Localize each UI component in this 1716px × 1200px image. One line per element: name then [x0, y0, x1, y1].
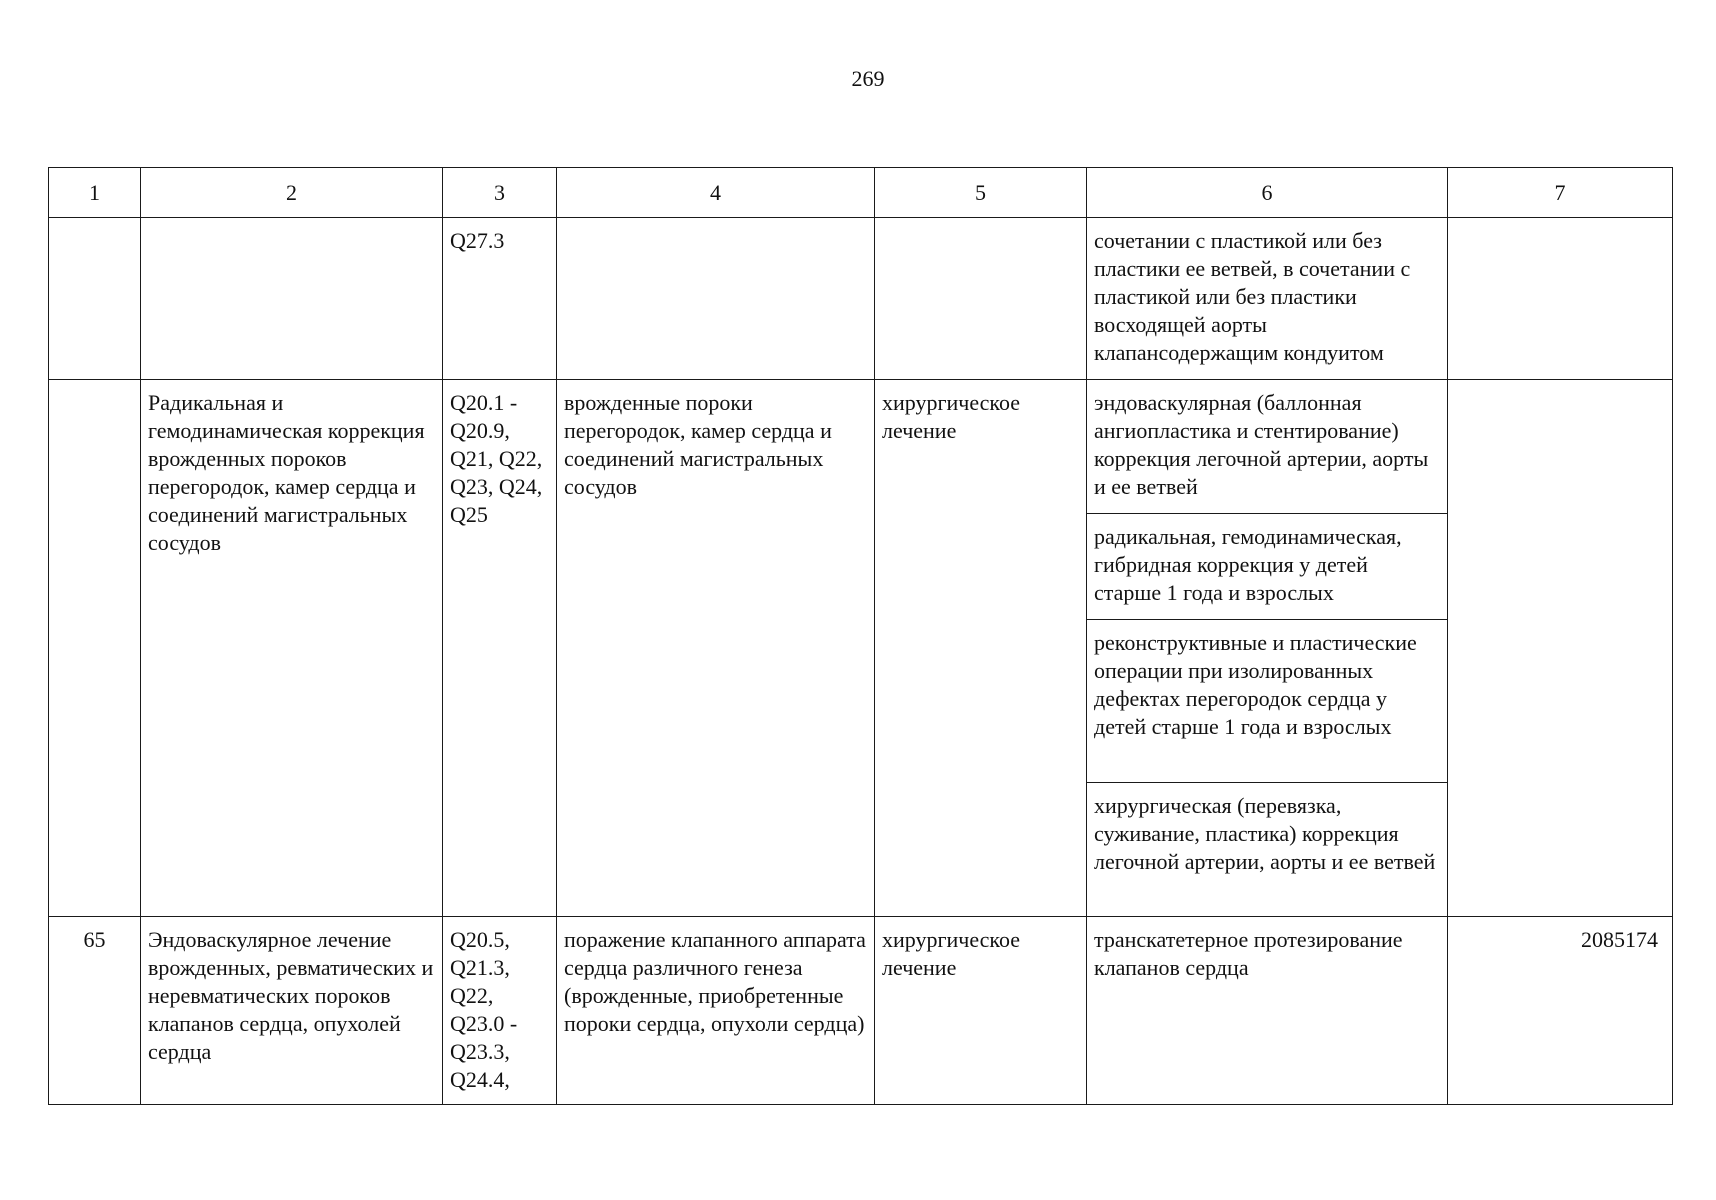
method-cell: реконструктивные и пластические операции при изолированных дефектах перегородок сердца у детей старше 1 года и взрослых: [1087, 620, 1448, 782]
header-cell-2: 2: [141, 168, 443, 218]
method-cell: эндоваскулярная (баллонная ангиопластика и стентирование) коррекция легочной артерии, аорты и ее ветвей: [1087, 380, 1448, 514]
header-cell-6: 6: [1087, 168, 1448, 218]
treatment-cell: хирургическое лечение: [875, 916, 1087, 1104]
treatment-cell: хирургическое лечение: [875, 380, 1087, 917]
header-cell-7: 7: [1448, 168, 1673, 218]
medical-care-table: [48, 167, 1673, 1105]
table-row-radical: [49, 380, 1673, 514]
disease-cell: [557, 218, 875, 380]
codes-cell: Q27.3: [443, 218, 557, 380]
codes-cell: Q20.1 - Q20.9, Q21, Q22, Q23, Q24, Q25: [443, 380, 557, 917]
table-row-65: [49, 916, 1673, 1104]
codes-cell: Q20.5, Q21.3, Q22, Q23.0 - Q23.3, Q24.4,: [443, 916, 557, 1104]
name-cell: Эндоваскулярное лечение врожденных, ревматических и неревматических пороков клапанов сердца, опухолей сердца: [141, 916, 443, 1104]
header-cell-5: 5: [875, 168, 1087, 218]
table-row-continuation: [49, 218, 1673, 380]
header-cell-3: 3: [443, 168, 557, 218]
number-cell: [49, 380, 141, 917]
cost-cell: [1448, 380, 1673, 917]
method-cell: хирургическая (перевязка, суживание, пластика) коррекция легочной артерии, аорты и ее ветвей: [1087, 782, 1448, 916]
header-row: [49, 168, 1673, 218]
number-cell: [49, 218, 141, 380]
cost-cell: [1448, 218, 1673, 380]
method-cell: сочетании с пластикой или без пластики ее ветвей, в сочетании с пластикой или без пластики восходящей аорты клапансодержащим кондуитом: [1087, 218, 1448, 380]
method-cell: транскатетерное протезирование клапанов сердца: [1087, 916, 1448, 1104]
name-cell: [141, 218, 443, 380]
disease-cell: врожденные пороки перегородок, камер сердца и соединений магистральных сосудов: [557, 380, 875, 917]
name-cell: Радикальная и гемодинамическая коррекция врожденных пороков перегородок, камер сердца и соединений магистральных сосудов: [141, 380, 443, 917]
header-cell-4: 4: [557, 168, 875, 218]
method-cell: радикальная, гемодинамическая, гибридная коррекция у детей старше 1 года и взрослых: [1087, 514, 1448, 620]
cost-cell: 2085174: [1448, 916, 1673, 1104]
header-cell-1: 1: [49, 168, 141, 218]
number-cell: 65: [49, 916, 141, 1104]
disease-cell: поражение клапанного аппарата сердца различного генеза (врожденные, приобретенные пороки сердца, опухоли сердца): [557, 916, 875, 1104]
page-number: 269: [851, 66, 885, 91]
treatment-cell: [875, 218, 1087, 380]
